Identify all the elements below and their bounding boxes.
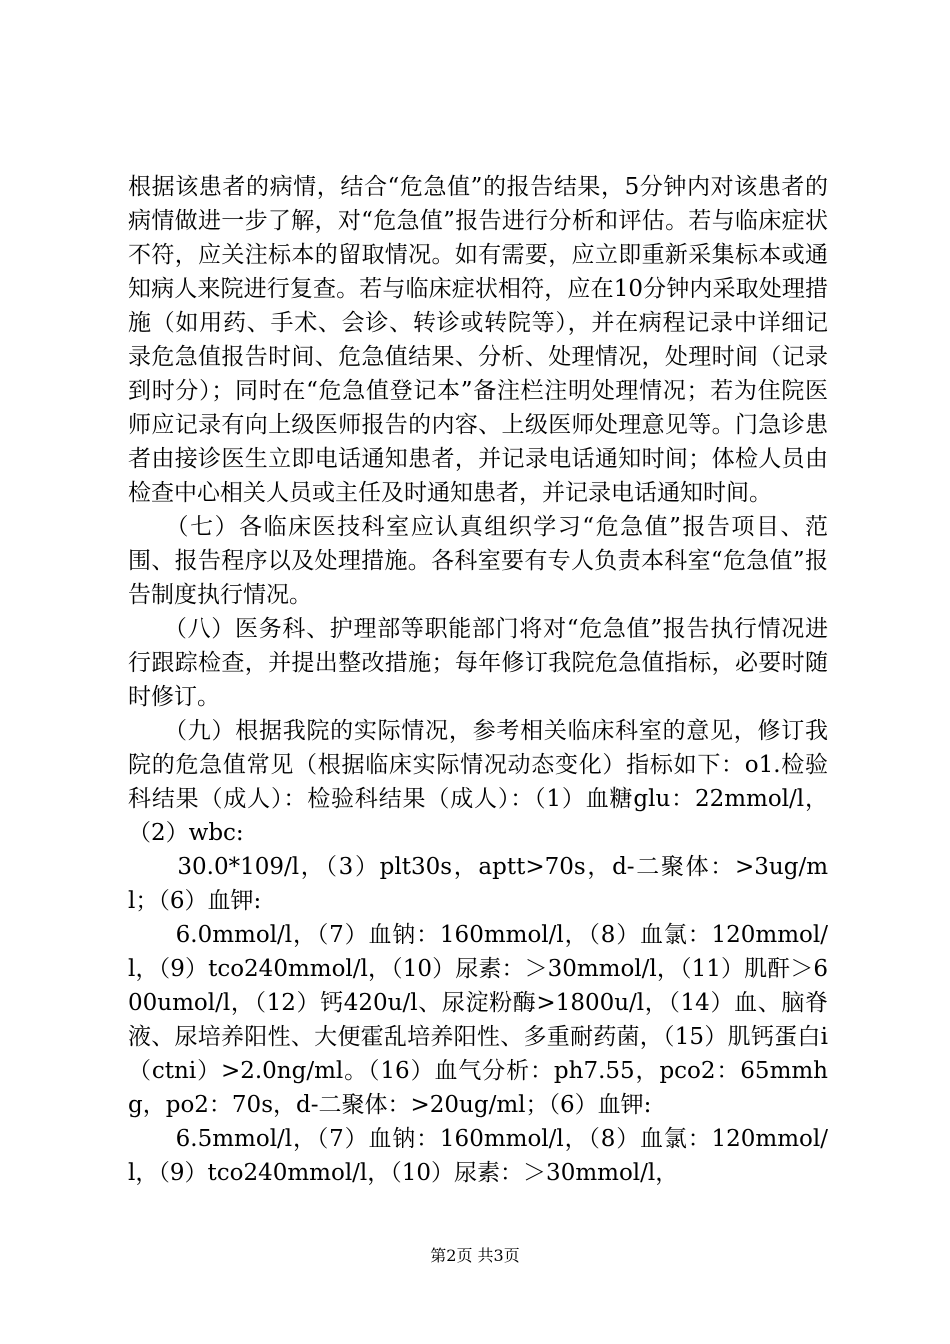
paragraph-item-9: （九）根据我院的实际情况，参考相关临床科室的意见，修订我院的危急值常见（根据临床实际情况动态变化）指标如下：o1.检验科结果（成人）：检验科结果（成人）：（1）血糖glu：22mmol/l，（2）wbc:	[128, 718, 828, 846]
paragraph-continuation: 根据该患者的病情，结合“危急值”的报告结果，5分钟内对该患者的病情做进一步了解，对“危急值”报告进行分析和评估。若与临床症状不符，应关注标本的留取情况。如有需要，应立即重新采集标本或通知病人来院进行复查。若与临床症状相符，应在10分钟内采取处理措施（如用药、手术、会诊、转诊或转院等），并在病程记录中详细记录危急值报告时间、危急值结果、分析、处理情况，处理时间（记录到时分）；同时在“危急值登记本”备注栏注明处理情况；若为住院医师应记录有向上级医师报告的内容、上级医师处理意见等。门急诊患者由接诊医生立即电话通知患者，并记录电话通知时间；体检人员由检查中心相关人员或主任及时通知患者，并记录电话通知时间。	[128, 174, 828, 506]
paragraph-item-7: （七）各临床医技科室应认真组织学习“危急值”报告项目、范围、报告程序以及处理措施。各科室要有专人负责本科室“危急值”报告制度执行情况。	[128, 514, 828, 608]
document-body	[128, 170, 828, 1190]
paragraph-lab-values-2: 6.0mmol/l，（7）血钠：160mmol/l，（8）血氯：120mmol/l，（9）tco240mmol/l，（10）尿素：＞30mmol/l，（11）肌酐＞600umol/l，（12）钙420u/l、尿淀粉酶>1800u/l，（14）血、脑脊液、尿培养阳性、大便霍乱培养阳性、多重耐药菌，（15）肌钙蛋白i（ctni）>2.0ng/ml。（16）血气分析：ph7.55，pco2：65mmhg，po2：70s，d-二聚体：>20ug/ml；（6）血钾:	[128, 922, 828, 1118]
paragraph-lab-values-1: 30.0*109/l，（3）plt30s，aptt>70s，d-二聚体：>3ug/ml；（6）血钾:	[128, 854, 828, 914]
page-footer: 第2页 共3页	[430, 1246, 520, 1265]
paragraph-lab-values-3: 6.5mmol/l，（7）血钠：160mmol/l，（8）血氯：120mmol/l，（9）tco240mmol/l，（10）尿素：＞30mmol/l，	[128, 1126, 828, 1186]
paragraph-item-8: （八）医务科、护理部等职能部门将对“危急值”报告执行情况进行跟踪检查，并提出整改措施；每年修订我院危急值指标，必要时随时修订。	[128, 616, 828, 710]
